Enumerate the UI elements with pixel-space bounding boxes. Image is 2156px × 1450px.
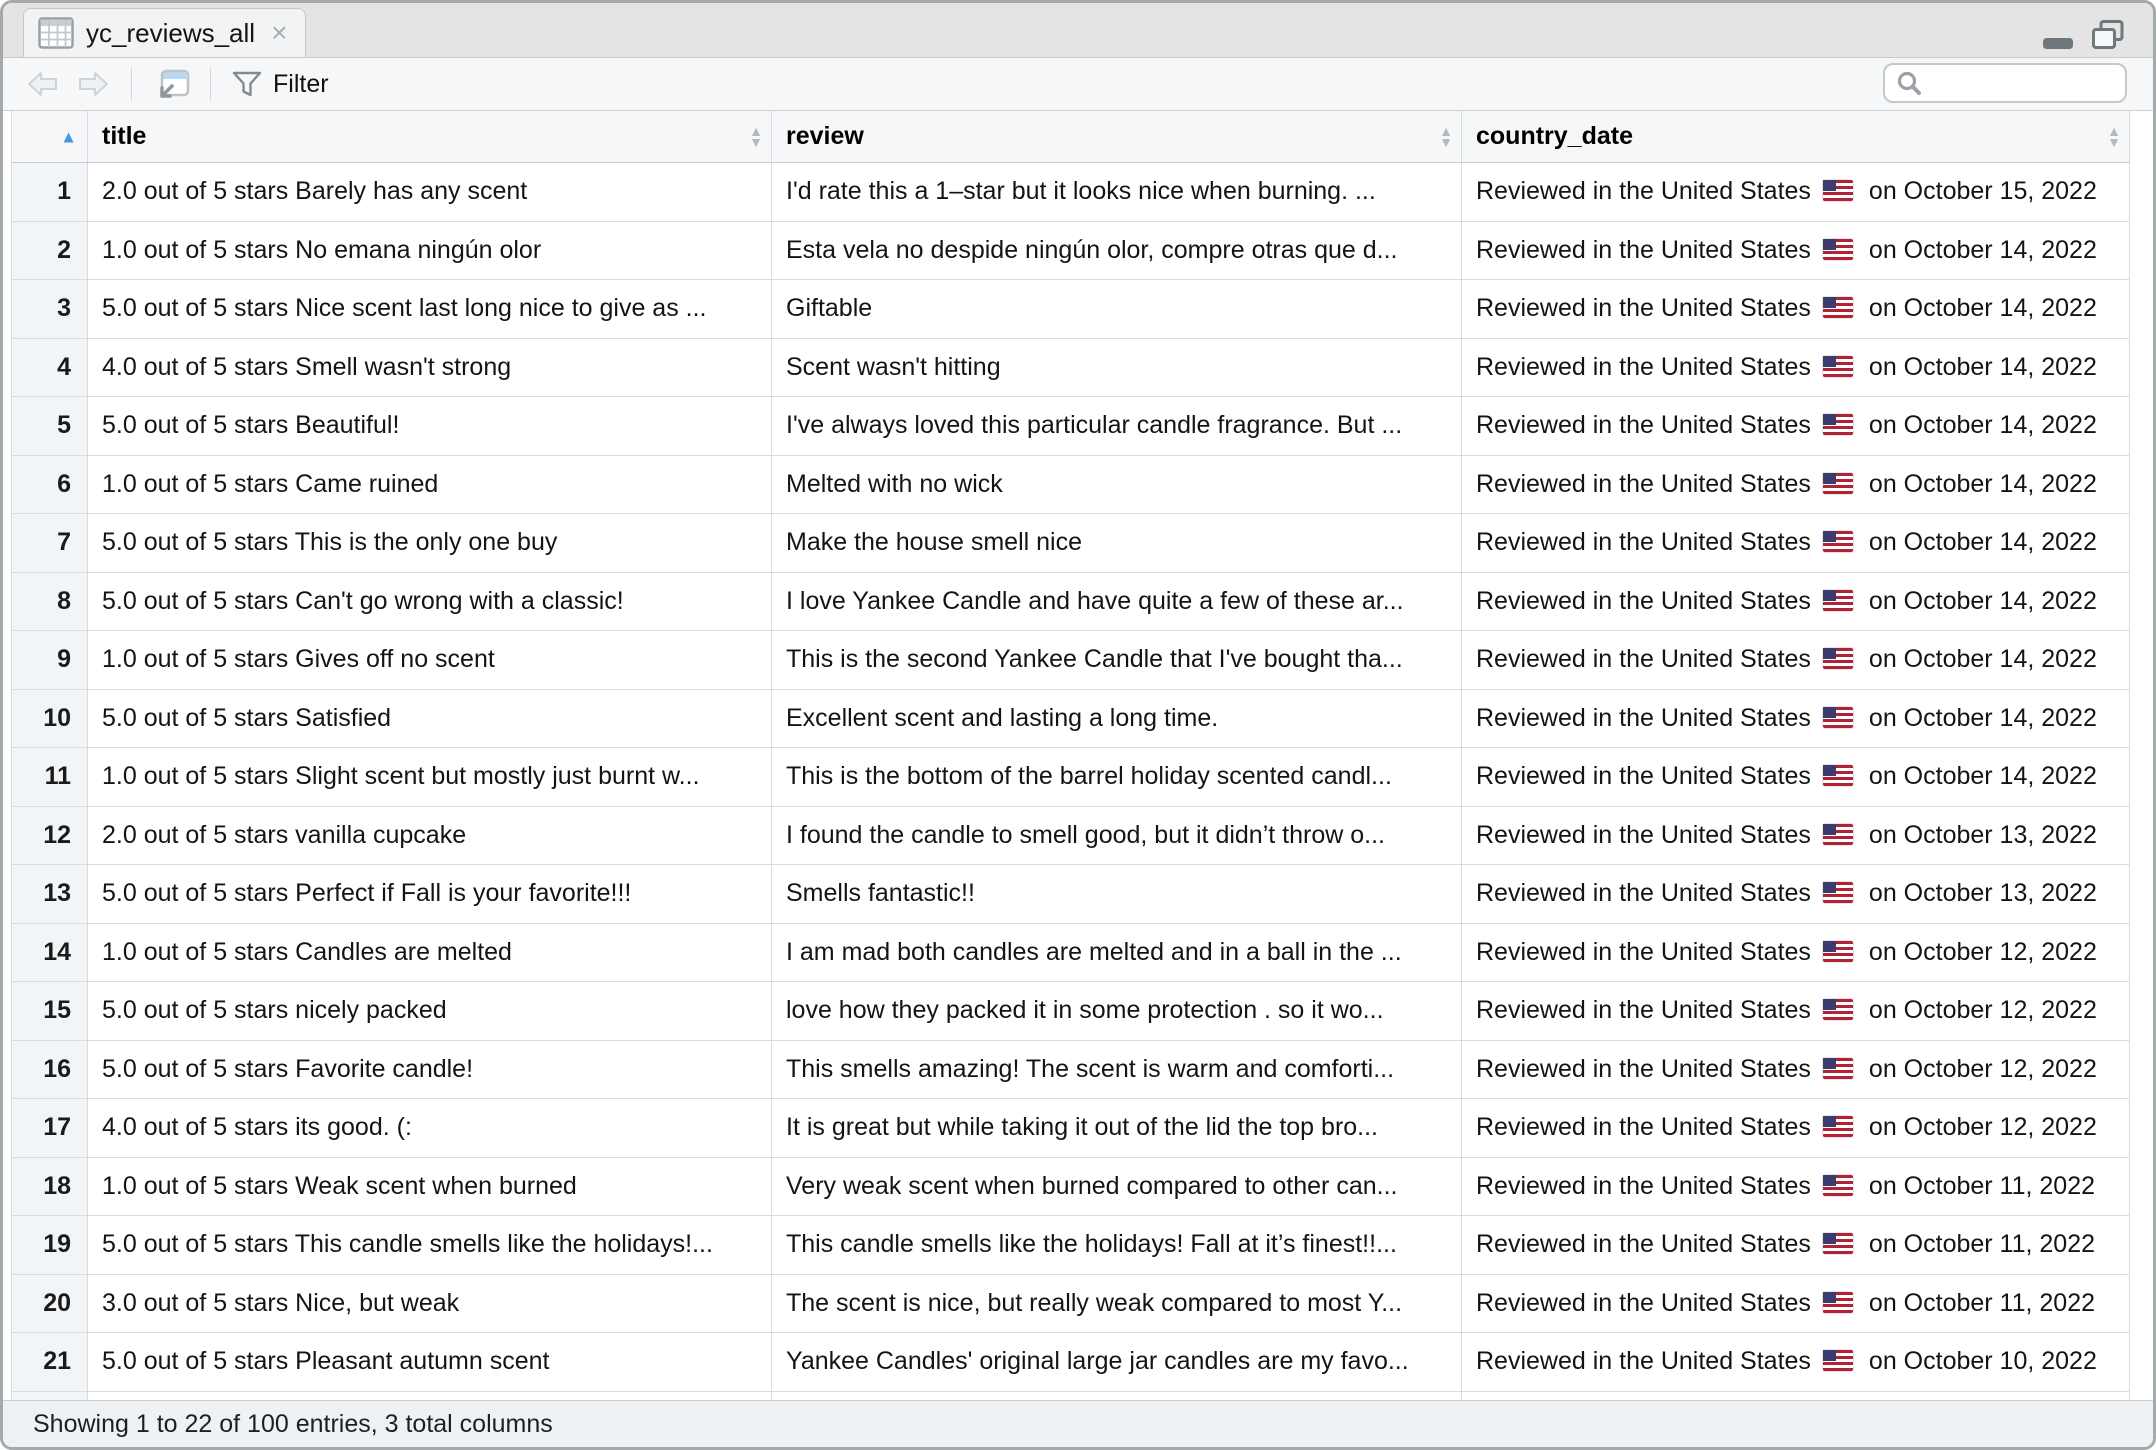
row-number: 9 xyxy=(12,631,88,690)
open-in-new-window-button[interactable] xyxy=(152,67,190,101)
table-row xyxy=(11,1216,2131,1275)
us-flag-icon xyxy=(1823,824,1853,845)
window-controls xyxy=(2041,19,2125,51)
us-flag-icon xyxy=(1823,882,1853,903)
table-row xyxy=(11,1275,2131,1334)
cell-country-date: Reviewed in the United States on October 12, 2022 xyxy=(1462,1041,2130,1100)
row-number: 19 xyxy=(12,1216,88,1275)
cell-title: 5.0 out of 5 stars Pleasant autumn scent xyxy=(88,1333,772,1392)
table-row xyxy=(11,222,2131,281)
row-number: 1 xyxy=(12,163,88,222)
table-row xyxy=(11,1099,2131,1158)
us-flag-icon xyxy=(1823,297,1853,318)
table-row xyxy=(11,690,2131,749)
cell-review: I am mad both candles are melted and in a ball in the ... xyxy=(772,924,1462,983)
table-row xyxy=(11,1041,2131,1100)
us-flag-icon xyxy=(1823,180,1853,201)
table-row xyxy=(11,280,2131,339)
table-row xyxy=(11,865,2131,924)
column-header-review[interactable]: review ▲ ▼ xyxy=(772,111,1462,163)
cell-title: 2.0 out of 5 stars vanilla cupcake xyxy=(88,807,772,866)
tab-title: yc_reviews_all xyxy=(86,17,256,48)
table-row xyxy=(11,748,2131,807)
row-number: 13 xyxy=(12,865,88,924)
row-number: 18 xyxy=(12,1158,88,1217)
status-bar xyxy=(3,1400,2153,1447)
table-row xyxy=(11,807,2131,866)
cell-title: 1.0 out of 5 stars No emana ningún olor xyxy=(88,222,772,281)
maximize-icon[interactable] xyxy=(2091,19,2125,51)
table-body xyxy=(11,163,2131,1400)
cell-country-date: Reviewed in the United States on October 12, 2022 xyxy=(1462,924,2130,983)
cell-review: love how they packed it in some protection . so it wo... xyxy=(772,982,1462,1041)
cell-title: 1.0 out of 5 stars Candles are melted xyxy=(88,924,772,983)
us-flag-icon xyxy=(1823,239,1853,260)
cell-review: This is the second Yankee Candle that I've bought tha... xyxy=(772,631,1462,690)
toolbar xyxy=(3,58,2153,111)
cell-country-date: Reviewed in the United States on October 15, 2022 xyxy=(1462,163,2130,222)
table-row xyxy=(11,982,2131,1041)
row-number xyxy=(12,1392,88,1401)
table-row xyxy=(11,339,2131,398)
us-flag-icon xyxy=(1823,590,1853,611)
cell-review: Melted with no wick xyxy=(772,456,1462,515)
cell-review: Esta vela no despide ningún olor, compre otras que d... xyxy=(772,222,1462,281)
filter-label: Filter xyxy=(273,69,329,98)
cell-title: 5.0 out of 5 stars Beautiful! xyxy=(88,397,772,456)
us-flag-icon xyxy=(1823,765,1853,786)
search-icon xyxy=(1895,69,1923,97)
cell-country-date: Reviewed in the United States on October 13, 2022 xyxy=(1462,807,2130,866)
us-flag-icon xyxy=(1823,999,1853,1020)
toolbar-separator xyxy=(131,67,132,101)
cell-title: 1.0 out of 5 stars Slight scent but mostly just burnt w... xyxy=(88,748,772,807)
table-row xyxy=(11,573,2131,632)
table-header xyxy=(11,111,2131,163)
cell-title: 5.0 out of 5 stars Can't go wrong with a classic! xyxy=(88,573,772,632)
search-input[interactable] xyxy=(1923,69,2115,97)
us-flag-icon xyxy=(1823,941,1853,962)
filter-funnel-icon xyxy=(231,70,263,98)
row-number: 7 xyxy=(12,514,88,573)
row-number: 4 xyxy=(12,339,88,398)
cell-review: This candle smells like the holidays! Fall at it’s finest!!... xyxy=(772,1216,1462,1275)
row-number: 11 xyxy=(12,748,88,807)
column-header-title[interactable]: title ▲ ▼ xyxy=(88,111,772,163)
cell-country-date: Reviewed in the United States on October 14, 2022 xyxy=(1462,573,2130,632)
cell-review: This smells amazing! The scent is warm and comforti... xyxy=(772,1041,1462,1100)
table-row xyxy=(11,514,2131,573)
cell-title: 5.0 out of 5 stars Perfect if Fall is your favorite!!! xyxy=(88,865,772,924)
spreadsheet-icon xyxy=(38,17,74,49)
row-number: 21 xyxy=(12,1333,88,1392)
cell-review: This is the bottom of the barrel holiday scented candl... xyxy=(772,748,1462,807)
cell-country-date: Reviewed in the United States on October 14, 2022 xyxy=(1462,456,2130,515)
cell-country-date: Reviewed in the United States on October 12, 2022 xyxy=(1462,982,2130,1041)
row-number: 20 xyxy=(12,1275,88,1334)
cell-title: 2.0 out of 5 stars Barely has any scent xyxy=(88,163,772,222)
row-number: 15 xyxy=(12,982,88,1041)
cell-country-date: Reviewed in the United States on October 14, 2022 xyxy=(1462,631,2130,690)
row-number: 16 xyxy=(12,1041,88,1100)
cell-review: I've always loved this particular candle fragrance. But ... xyxy=(772,397,1462,456)
cell-title: 1.0 out of 5 stars Gives off no scent xyxy=(88,631,772,690)
cell-review: Very weak scent when burned compared to other can... xyxy=(772,1158,1462,1217)
sort-icons[interactable] xyxy=(749,126,763,148)
cell-country-date: Reviewed in the United States on October 11, 2022 xyxy=(1462,1275,2130,1334)
cell-country-date: Reviewed in the United States on October 12, 2022 xyxy=(1462,1099,2130,1158)
row-number: 17 xyxy=(12,1099,88,1158)
sort-icons[interactable] xyxy=(1439,126,1453,148)
us-flag-icon xyxy=(1823,1175,1853,1196)
cell-title: 5.0 out of 5 stars nicely packed xyxy=(88,982,772,1041)
back-button[interactable] xyxy=(25,68,61,100)
cell-title: 5.0 out of 5 stars Favorite candle! xyxy=(88,1041,772,1100)
cell-title: 5.0 out of 5 stars Nice scent last long nice to give as ... xyxy=(88,280,772,339)
cell-title: 4.0 out of 5 stars its good. (: xyxy=(88,1099,772,1158)
cell-review: Make the house smell nice xyxy=(772,514,1462,573)
cell-review: Scent wasn't hitting xyxy=(772,339,1462,398)
column-header-country-date[interactable]: country_date ▲ ▼ xyxy=(1462,111,2130,163)
us-flag-icon xyxy=(1823,414,1853,435)
row-number: 8 xyxy=(12,573,88,632)
cell-review: Giftable xyxy=(772,280,1462,339)
cell-country-date: Reviewed in the United States on October 14, 2022 xyxy=(1462,397,2130,456)
cell-title: 3.0 out of 5 stars Nice, but weak xyxy=(88,1275,772,1334)
cell-country-date: Reviewed in the United States on October 14, 2022 xyxy=(1462,280,2130,339)
table-row xyxy=(11,924,2131,983)
filter-button[interactable] xyxy=(231,70,329,99)
cell-country-date: Reviewed in the United States on October 13, 2022 xyxy=(1462,865,2130,924)
toolbar-separator xyxy=(210,67,211,101)
row-number: 5 xyxy=(12,397,88,456)
cell-review: I'd rate this a 1–star but it looks nice when burning. ... xyxy=(772,163,1462,222)
cell-review: Excellent scent and lasting a long time. xyxy=(772,690,1462,749)
status-text: Showing 1 to 22 of 100 entries, 3 total columns xyxy=(33,1409,553,1438)
cell-country-date: Reviewed in the United States on October 14, 2022 xyxy=(1462,690,2130,749)
cell-title: 1.0 out of 5 stars Came ruined xyxy=(88,456,772,515)
cell-title: 4.0 out of 5 stars Smell wasn't strong xyxy=(88,339,772,398)
row-number: 2 xyxy=(12,222,88,281)
cell-country-date: Reviewed in the United States on October 14, 2022 xyxy=(1462,748,2130,807)
cell-country-date: Reviewed in the United States on October 11, 2022 xyxy=(1462,1158,2130,1217)
us-flag-icon xyxy=(1823,531,1853,552)
us-flag-icon xyxy=(1823,1350,1853,1371)
us-flag-icon xyxy=(1823,1292,1853,1313)
close-icon[interactable]: × xyxy=(271,17,288,48)
cell-review: It is great but while taking it out of the lid the top bro... xyxy=(772,1099,1462,1158)
cell-title: 5.0 out of 5 stars Satisfied xyxy=(88,690,772,749)
us-flag-icon xyxy=(1823,1116,1853,1137)
cell-title: 5.0 out of 5 stars This candle smells like the holidays!... xyxy=(88,1216,772,1275)
row-number: 10 xyxy=(12,690,88,749)
table-row xyxy=(11,1158,2131,1217)
cell-country-date: Reviewed in the United States on October 10, 2022 xyxy=(1462,1333,2130,1392)
cell-country-date: Reviewed in the United States on October 14, 2022 xyxy=(1462,514,2130,573)
cell-country-date: Reviewed in the United States on October 11, 2022 xyxy=(1462,1216,2130,1275)
table-row xyxy=(11,163,2131,222)
table-row xyxy=(11,631,2131,690)
row-number: 6 xyxy=(12,456,88,515)
cell-review: The scent is nice, but really weak compared to most Y... xyxy=(772,1275,1462,1334)
us-flag-icon xyxy=(1823,1058,1853,1079)
cell-title: 5.0 out of 5 stars This is the only one buy xyxy=(88,514,772,573)
us-flag-icon xyxy=(1823,1233,1853,1254)
minimize-icon[interactable] xyxy=(2041,21,2075,51)
tab-yc-reviews-all[interactable] xyxy=(23,8,306,57)
sort-icons[interactable] xyxy=(2107,126,2121,148)
row-number: 14 xyxy=(12,924,88,983)
cell-review: I found the candle to smell good, but it didn’t throw o... xyxy=(772,807,1462,866)
us-flag-icon xyxy=(1823,648,1853,669)
table-row xyxy=(11,397,2131,456)
us-flag-icon xyxy=(1823,473,1853,494)
cell-title: 1.0 out of 5 stars Weak scent when burned xyxy=(88,1158,772,1217)
tab-bar xyxy=(3,3,2153,58)
cell-country-date: Reviewed in the United States on October 14, 2022 xyxy=(1462,222,2130,281)
row-number: 3 xyxy=(12,280,88,339)
search-box xyxy=(1883,63,2127,103)
table-row xyxy=(11,1333,2131,1392)
us-flag-icon xyxy=(1823,707,1853,728)
row-number: 12 xyxy=(12,807,88,866)
us-flag-icon xyxy=(1823,356,1853,377)
cell-review: I love Yankee Candle and have quite a few of these ar... xyxy=(772,573,1462,632)
cell-review: Yankee Candles' original large jar candles are my favo... xyxy=(772,1333,1462,1392)
table-row-partial xyxy=(11,1392,2131,1401)
cell-review: Smells fantastic!! xyxy=(772,865,1462,924)
cell-country-date: Reviewed in the United States on October 14, 2022 xyxy=(1462,339,2130,398)
sort-ascending-icon xyxy=(60,128,77,145)
table-row xyxy=(11,456,2131,515)
column-header-rownum[interactable] xyxy=(12,111,88,163)
forward-button[interactable] xyxy=(75,68,111,100)
